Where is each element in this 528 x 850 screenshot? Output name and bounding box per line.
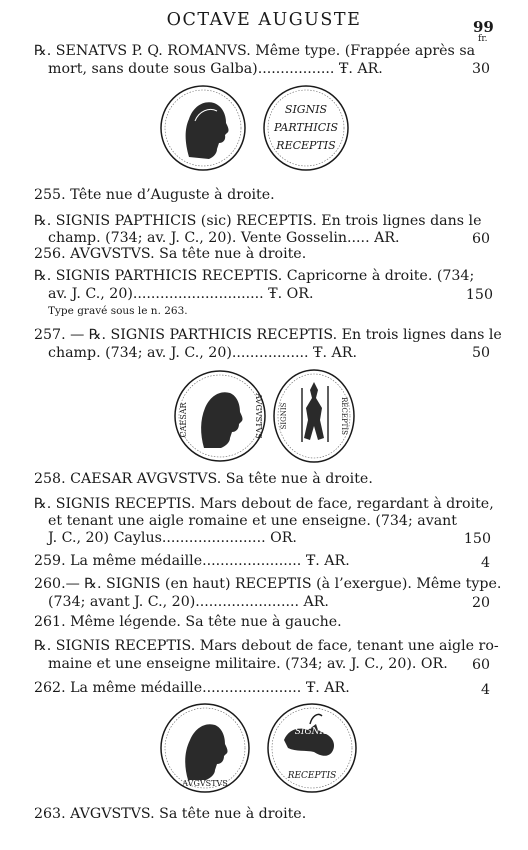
entry-line: 262. La même médaille...................... Ŧ. AR. (34, 680, 350, 696)
coin-legend-line-1: SIGNIS (284, 103, 328, 116)
coin-legend-line-2: PARTHICIS (274, 121, 338, 134)
coin-obverse-augustus-head-icon (161, 704, 249, 792)
entry-line: 257. — ℞. SIGNIS PARTHICIS RECEPTIS. En trois lignes dans le (34, 327, 502, 343)
coin-legend-left: SIGNIS (280, 402, 288, 430)
coin-legend-line-3: RECEPTIS (276, 139, 336, 152)
page-title: OCTAVE AUGUSTE (166, 10, 362, 30)
coin-illustration-3 (160, 700, 360, 796)
entry-line: 259. La même médaille...................... Ŧ. AR. (34, 553, 350, 569)
page-number: 99 (473, 18, 494, 36)
coin-reverse-legend-icon (264, 86, 348, 170)
currency-unit: fr. (478, 34, 488, 44)
entry-line: 256. AVGVSTVS. Sa tête nue à droite. (34, 246, 307, 262)
price-value: 50 (471, 345, 490, 361)
price-value: 60 (471, 657, 490, 673)
entry-line: maine et une enseigne militaire. (734; av. J. C., 20). OR. (48, 656, 448, 672)
coin-reverse-mars-icon (274, 370, 354, 462)
entry-line: 258. CAESAR AVGVSTVS. Sa tête nue à droite. (34, 471, 373, 487)
entry-line: champ. (734; av. J. C., 20). Vente Gosselin..... AR. (48, 230, 400, 246)
entry-line: mort, sans doute sous Galba)................. Ŧ. AR. (48, 61, 383, 77)
price-value: 150 (465, 287, 493, 303)
price-value: 30 (471, 61, 490, 77)
entry-line: et tenant une aigle romaine et une enseigne. (734; avant (48, 513, 458, 529)
price-value: 20 (471, 595, 490, 611)
coin-legend-right: RECEPTIS (340, 397, 348, 435)
entry-line: ℞. SENATVS P. Q. ROMANVS. Même type. (Frappée après sa (34, 43, 476, 59)
entry-line: 263. AVGVSTVS. Sa tête nue à droite. (34, 806, 307, 822)
entry-line: ℞. SIGNIS RECEPTIS. Mars debout de face, tenant une aigle ro- (34, 638, 499, 654)
price-value: 60 (471, 231, 490, 247)
price-value: 4 (480, 555, 490, 571)
entry-line: (734; avant J. C., 20)....................... AR. (48, 594, 329, 610)
price-value: 150 (463, 531, 491, 547)
coin-obverse-caesar-head-icon (175, 371, 265, 461)
coin-illustration-1 (159, 85, 359, 173)
coin-obverse-head-icon (161, 86, 245, 170)
coin-legend-bottom: RECEPTIS (287, 771, 337, 781)
entry-line: ℞. SIGNIS PARTHICIS RECEPTIS. Capricorne à droite. (734; (34, 268, 475, 284)
entry-line: ℞. SIGNIS RECEPTIS. Mars debout de face, regardant à droite, (34, 496, 494, 512)
coin-legend-bottom: AVGVSTVS (182, 779, 228, 788)
coin-illustration-2 (174, 368, 364, 464)
coin-reverse-capricorn-icon (268, 704, 356, 792)
entry-line: 255. Tête nue d’Auguste à droite. (34, 187, 275, 203)
entry-line: champ. (734; av. J. C., 20)................. Ŧ. AR. (48, 345, 357, 361)
entry-line: 261. Même légende. Sa tête nue à gauche. (34, 614, 342, 630)
entry-line: av. J. C., 20)............................. Ŧ. OR. (48, 286, 314, 302)
entry-line: 260.— ℞. SIGNIS (en haut) RECEPTIS (à l’exergue). Même type. (34, 576, 502, 592)
price-value: 4 (480, 682, 490, 698)
coin-legend-top: SIGNIS (294, 727, 330, 737)
coin-legend-right: AVGVSTVS (254, 393, 263, 439)
coin-legend-left: CAESAR (179, 402, 188, 438)
note: Type gravé sous le n. 263. (48, 305, 188, 317)
entry-line: ℞. SIGNIS PAPTHICIS (sic) RECEPTIS. En trois lignes dans le (34, 213, 482, 229)
entry-line: J. C., 20) Caylus....................... OR. (48, 530, 297, 546)
